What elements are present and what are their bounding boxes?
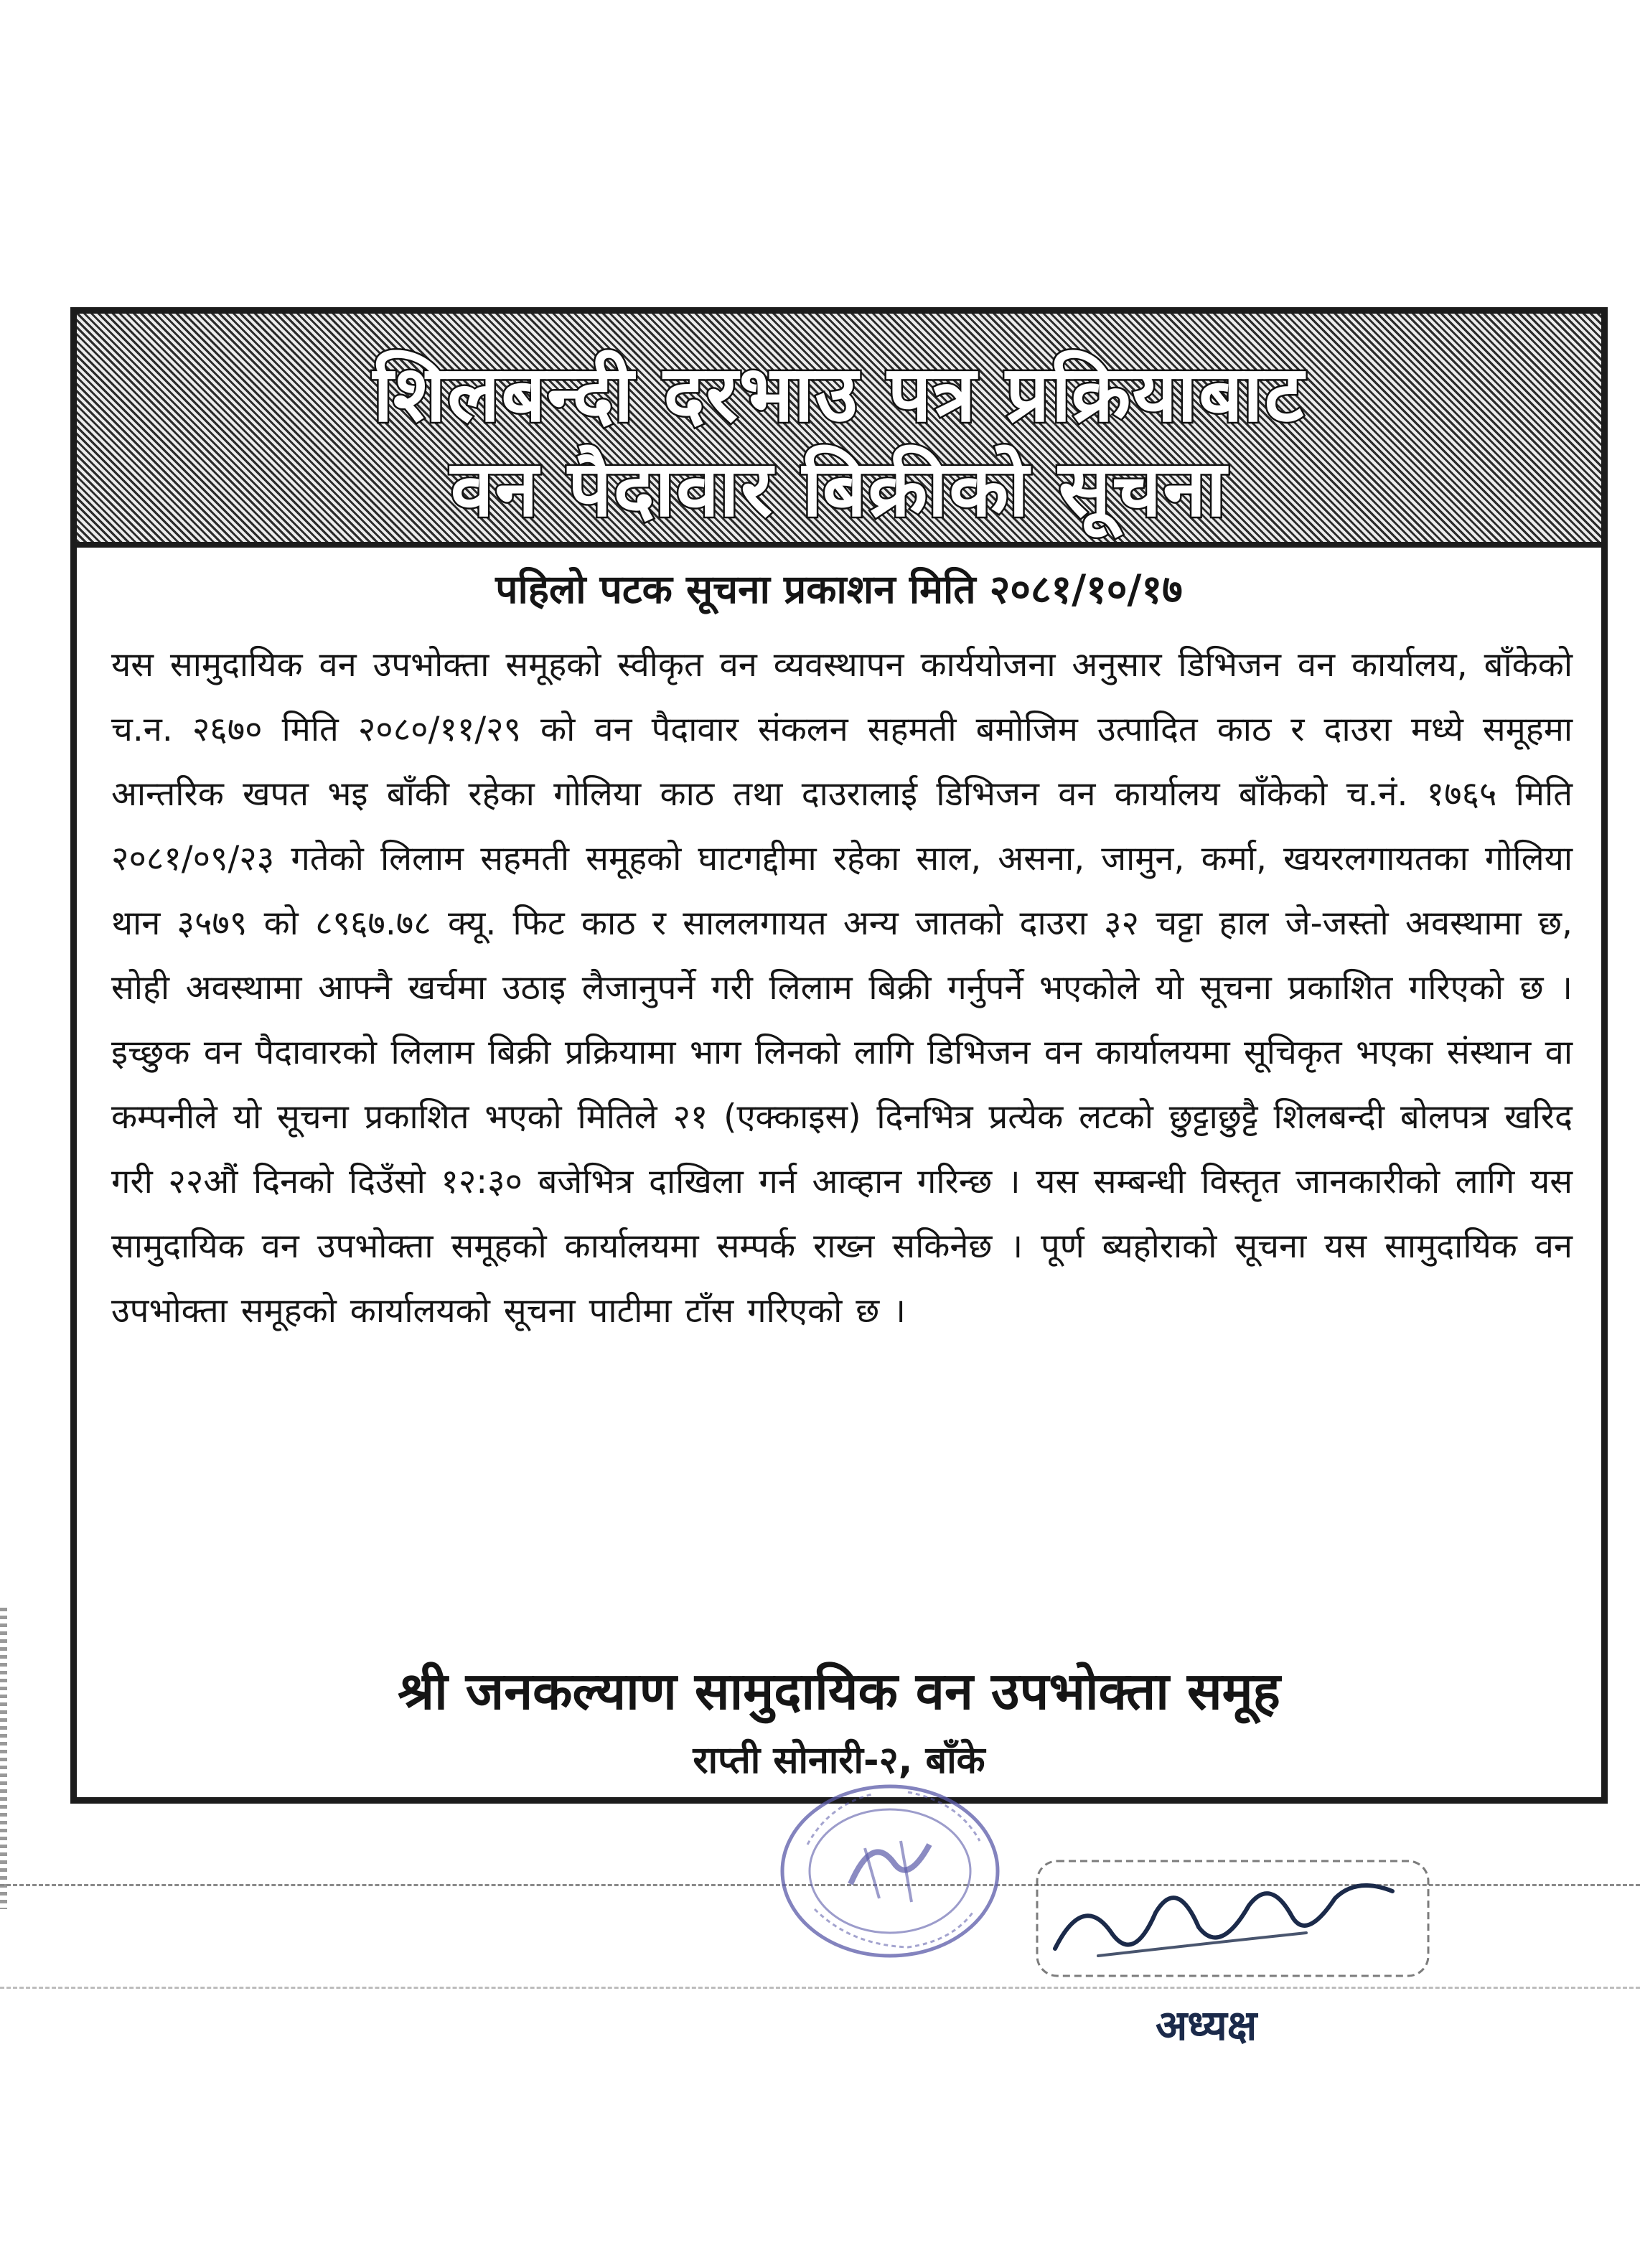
notice-box xyxy=(70,307,1608,1804)
notice-title-line-2: वन पैदावार बिक्रीको सूचना xyxy=(450,444,1228,534)
scan-edge-shadow xyxy=(0,1608,7,1909)
notice-title-band xyxy=(77,314,1601,548)
official-seal-stamp xyxy=(764,1776,1016,1967)
signature-mark xyxy=(1034,1848,1435,1992)
publication-date-line: पहिलो पटक सूचना प्रकाशन मिति २०८१/१०/१७ xyxy=(495,566,1183,612)
signatory-title: अध्यक्ष xyxy=(1156,2001,1257,2050)
organization-address: राप्ती सोनारी-२, बाँके xyxy=(693,1739,985,1782)
notice-title-line-1: शिलबन्दी दरभाउ पत्र प्रक्रियाबाट xyxy=(372,350,1306,439)
notice-body: यस सामुदायिक वन उपभोक्ता समूहको स्वीकृत वन व्यवस्थापन कार्ययोजना अनुसार डिभिजन वन कार्यालय, बाँकेको च.न. २६७० मिति २०८०/११/२९ को वन पैदावार संकलन सहमती बमोजिम उत्पादित काठ र दाउरा मध्ये समूहमा आन्तरिक खपत भइ बाँकी रहेका गोलिया काठ तथा दाउरालाई डिभिजन वन कार्यालय बाँकेको च.नं. १७६५ मिति २०८१/०९/२३ गतेको लिलाम सहमती समूहको घाटगद्दीमा रहेका साल, असना, जामुन, कर्मा, खयरलगायतका गोलिया थान ३५७९ को ८९६७.७८ क्यू. फिट काठ र साललगायत अन्य जातको दाउरा ३२ चट्टा हाल जे-जस्तो अवस्थामा छ, सोही अवस्थामा आफ्नै खर्चमा उठाइ लैजानुपर्ने गरी लिलाम बिक्री गर्नुपर्ने भएकोले यो सूचना प्रकाशित गरिएको छ । इच्छुक वन पैदावारको लिलाम बिक्री प्रक्रियामा भाग लिनको लागि डिभिजन वन कार्यालयमा सूचिकृत भएका संस्थान वा कम्पनीले यो सूचना प्रकाशित भएको मितिले २१ (एक्काइस) दिनभित्र प्रत्येक लटको छुट्टाछुट्टै शिलबन्दी बोलपत्र खरिद गरी २२औं दिनको दिउँसो १२:३० बजेभित्र दाखिला गर्न आव्हान गरिन्छ । यस सम्बन्धी विस्तृत जानकारीको लागि यस सामुदायिक वन उपभोक्ता समूहको कार्यालयमा सम्पर्क राख्न सकिनेछ । पूर्ण ब्यहोराको सूचना यस सामुदायिक वन उपभोक्ता समूहको कार्यालयको सूचना पाटीमा टाँस गरिएको छ । xyxy=(111,645,1573,1331)
organization-name: श्री जनकल्याण सामुदायिक वन उपभोक्ता समूह xyxy=(398,1661,1280,1721)
